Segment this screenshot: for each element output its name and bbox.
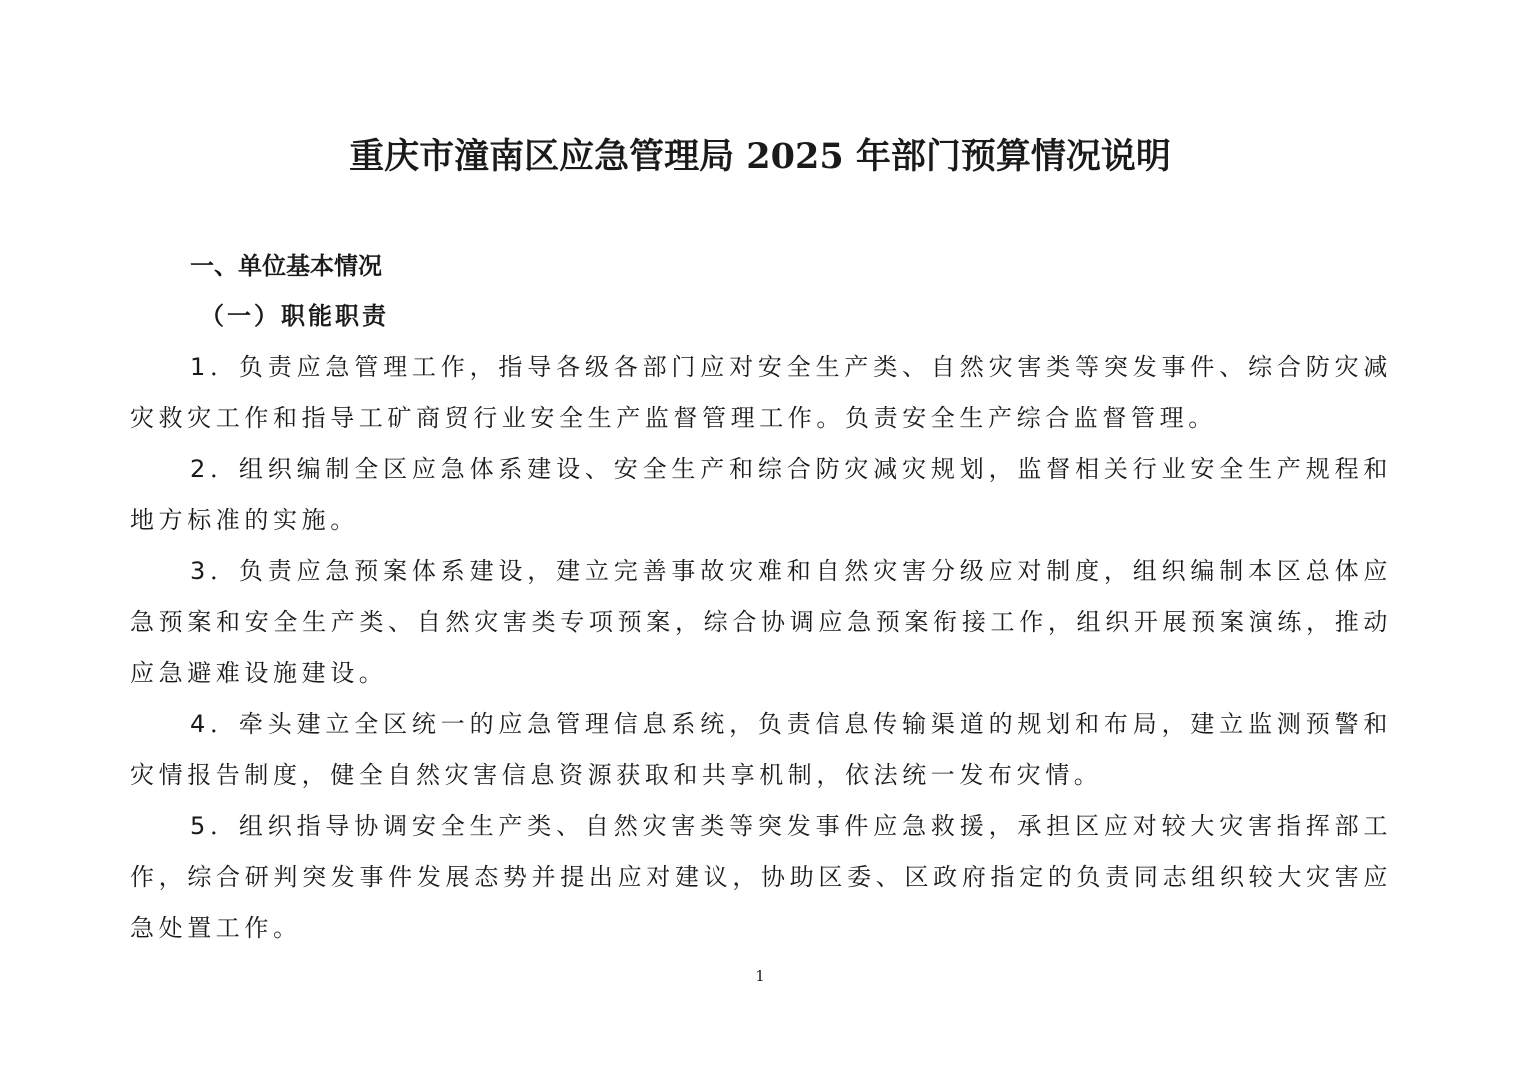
sub-heading: （一）职能职责 [200, 302, 389, 330]
paragraph-1: 1．负责应急管理工作，指导各级各部门应对安全生产类、自然灾害类等突发事件、综合防灾减灾救灾工作和指导工矿商贸行业安全生产监督管理工作。负责安全生产综合监督管理。 [130, 353, 1392, 432]
paragraph-2: 2．组织编制全区应急体系建设、安全生产和综合防灾减灾规划，监督相关行业安全生产规程和地方标准的实施。 [130, 455, 1392, 534]
body-text [130, 342, 1392, 954]
section-heading: 一、单位基本情况 [190, 252, 382, 280]
document-title: 重庆市潼南区应急管理局 2025 年部门预算情况说明 [349, 136, 1171, 177]
page-number: 1 [755, 967, 765, 985]
paragraph-4: 4．牵头建立全区统一的应急管理信息系统，负责信息传输渠道的规划和布局，建立监测预警和灾情报告制度，健全自然灾害信息资源获取和共享机制，依法统一发布灾情。 [130, 710, 1392, 789]
paragraph-5: 5．组织指导协调安全生产类、自然灾害类等突发事件应急救援，承担区应对较大灾害指挥部工作，综合研判突发事件发展态势并提出应对建议，协助区委、区政府指定的负责同志组织较大灾害应急处置工作。 [130, 812, 1392, 942]
paragraph-3: 3．负责应急预案体系建设，建立完善事故灾难和自然灾害分级应对制度，组织编制本区总体应急预案和安全生产类、自然灾害类专项预案，综合协调应急预案衔接工作，组织开展预案演练，推动应急避难设施建设。 [130, 557, 1392, 687]
